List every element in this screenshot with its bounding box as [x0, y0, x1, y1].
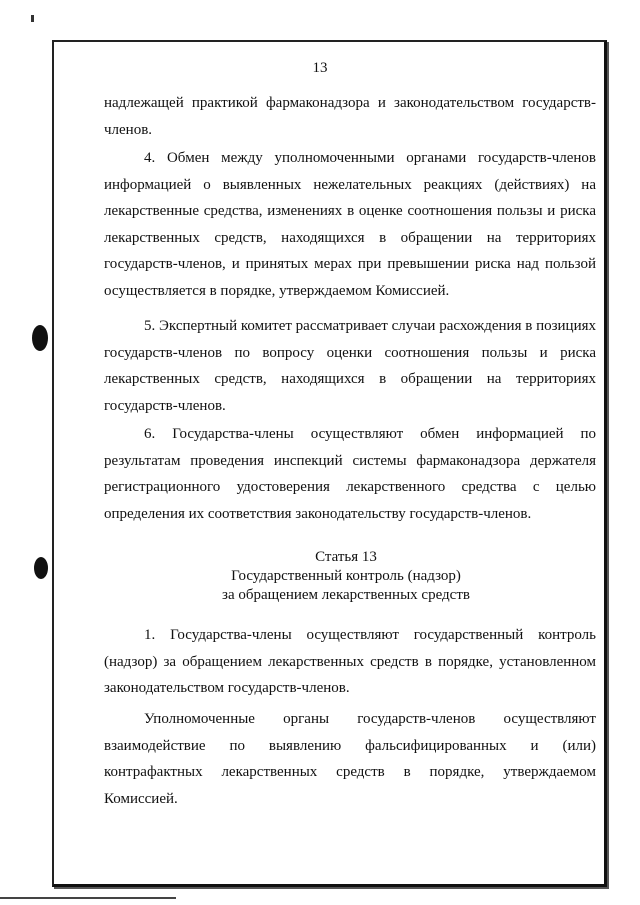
paragraph-continuation: надлежащей практикой фармаконадзора и законодательством государств-членов.: [104, 95, 596, 138]
article-title-line-2: за обращением лекарственных средств: [222, 587, 470, 603]
paragraph-4: 4. Обмен между уполномоченными органами государств-членов информацией о выявленных нежелательных реакциях (действиях) на лекарственные средства, изменениях в оценке соотношения пользы и риска лекарственных средств, находящихся в обращении на территориях государств-членов, и принятых мерах при превышении риска над пользой осуществляется в порядке, утверждаемом Комиссией.: [104, 150, 596, 299]
bottom-rule: [0, 897, 176, 899]
paragraph-5: 5. Экспертный комитет рассматривает случаи расхождения в позициях государств-членов по вопросу оценки соотношения пользы и риска лекарственных средств, находящихся в обращении на территориях государств-членов.: [104, 318, 596, 414]
article-title-line-1: Государственный контроль (надзор): [231, 568, 461, 584]
binder-hole-mark: [32, 325, 48, 351]
article-paragraph-1: 1. Государства-члены осуществляют государственный контроль (надзор) за обращением лекарственных средств в порядке, установленном законодательством государств-членов.: [104, 627, 596, 696]
article-heading: [100, 548, 592, 605]
scan-tick-mark: [31, 15, 34, 22]
binder-hole-mark: [34, 557, 48, 579]
paragraph-6: 6. Государства-члены осуществляют обмен информацией по результатам проведения инспекций системы фармаконадзора держателя регистрационного удостоверения лекарственного средства с целью определения их соответствия законодательству государств-членов.: [104, 426, 596, 522]
article-paragraph-2: Уполномоченные органы государств-членов осуществляют взаимодействие по выявлению фальсифицированных и (или) контрафактных лекарственных средств в порядке, утверждаемом Комиссией.: [104, 711, 596, 807]
article-number: Статья 13: [315, 549, 377, 565]
page-number: 13: [312, 60, 328, 76]
